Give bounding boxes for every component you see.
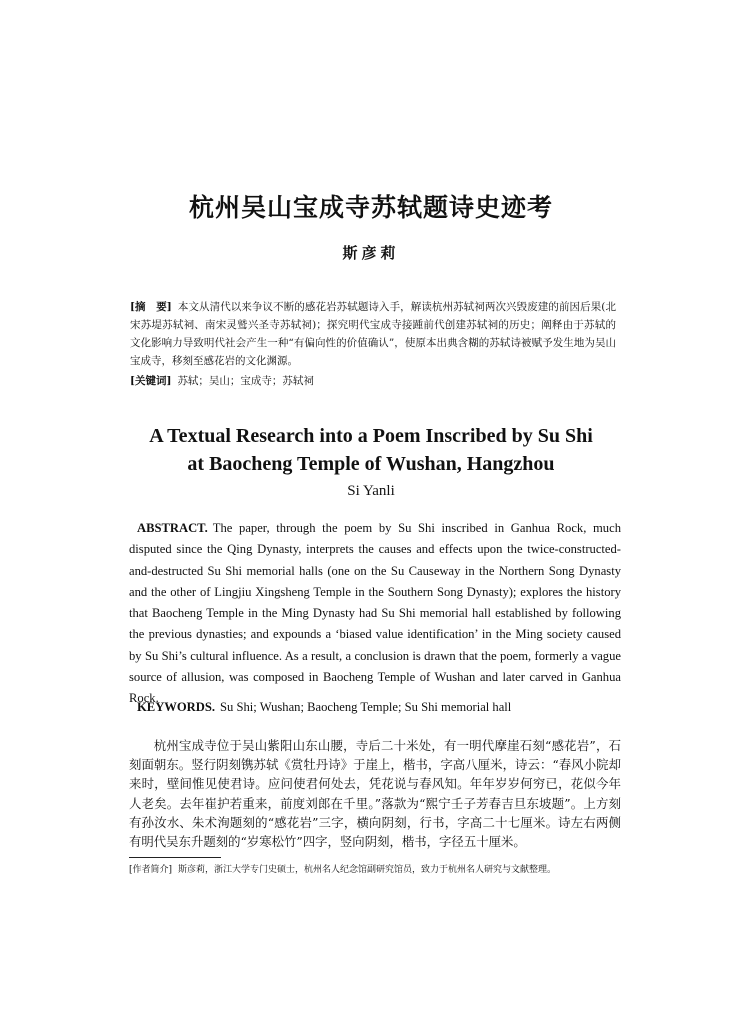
chinese-author: 斯彦莉	[342, 244, 400, 262]
chinese-abstract	[130, 298, 616, 370]
english-title-line-1: A Textual Research into a Poem Inscribed by Su Shi	[149, 425, 593, 447]
author-footnote	[129, 863, 621, 877]
body-text	[129, 736, 621, 851]
english-abstract-text: The paper, through the poem by Su Shi inscribed in Ganhua Rock, much disputed since the Qing Dynasty, interprets the causes and effects upon the twice-constructed-and-destructed Su Shi memorial halls (one on the Su Causeway in the Northern Song Dynasty and the other of Lingjiu Xingsheng Temple in the Southern Song Dynasty); explores the history that Baocheng Temple in the Ming Dynasty had Su Shi memorial hall established by following the previous dynasties; and expounds a ‘biased value identification’ in the Ming society caused by Su Shi’s cultural influence. As a result, a conclusion is drawn that the poem, formerly a vague source of allusion, was composed in Baocheng Temple of Wushan and later carved in Ganhua Rock.	[129, 521, 621, 706]
footnote-text: 斯彦莉，浙江大学专门史硕士，杭州名人纪念馆副研究馆员，致力于杭州名人研究与文献整理。	[178, 865, 557, 875]
english-keywords-text: Su Shi; Wushan; Baocheng Temple; Su Shi memorial hall	[220, 700, 512, 714]
chinese-keywords	[130, 372, 616, 390]
chinese-keywords-label: [关键词]	[130, 375, 172, 387]
chinese-keywords-text: 苏轼；吴山；宝成寺；苏轼祠	[177, 375, 314, 387]
english-keywords	[129, 697, 621, 718]
english-abstract-label: ABSTRACT.	[137, 521, 208, 535]
chinese-abstract-label: [摘 要]	[130, 301, 172, 313]
chinese-abstract-text: 本文从清代以来争议不断的感花岩苏轼题诗入手，解读杭州苏轼祠两次兴毁废建的前因后果(北宋苏堤苏轼祠、南宋灵鹫兴圣寺苏轼祠)；探究明代宝成寺接踵前代创建苏轼祠的历史；阐释由于苏轼的文化影响力导致明代社会产生一种“有偏向性的价值确认”，使原本出典含糊的苏轼诗被赋予发生地为吴山宝成寺，移刻至感花岩的文化渊源。	[130, 301, 616, 367]
english-author: Si Yanli	[347, 483, 395, 499]
english-abstract	[129, 518, 621, 710]
english-title-line-2: at Baocheng Temple of Wushan, Hangzhou	[187, 453, 555, 475]
chinese-title: 杭州吴山宝成寺苏轼题诗史迹考	[188, 193, 553, 222]
english-keywords-label: KEYWORDS.	[137, 700, 216, 714]
footnote-label: [作者简介]	[129, 865, 173, 875]
english-title	[0, 422, 742, 478]
body-paragraph: 杭州宝成寺位于吴山紫阳山东山腰，寺后二十米处，有一明代摩崖石刻“感花岩”，石刻面朝东。竖行阴刻镌苏轼《赏牡丹诗》于崖上，楷书，字高八厘米，诗云：“春风小院却来时，壁间惟见使君诗。应问使君何处去，凭花说与春风知。年年岁岁何穷已，花似今年人老矣。去年崔护若重来，前度刘郎在千里。”落款为“熙宁壬子芳春吉旦东坡题”。上方刻有孙汝水、朱术洵题刻的“感花岩”三字，横向阴刻，行书，字高二十七厘米。诗左右两侧有明代吴东升题刻的“岁寒松竹”四字，竖向阴刻，楷书，字径五十厘米。	[129, 738, 621, 850]
footnote-divider	[129, 857, 221, 858]
